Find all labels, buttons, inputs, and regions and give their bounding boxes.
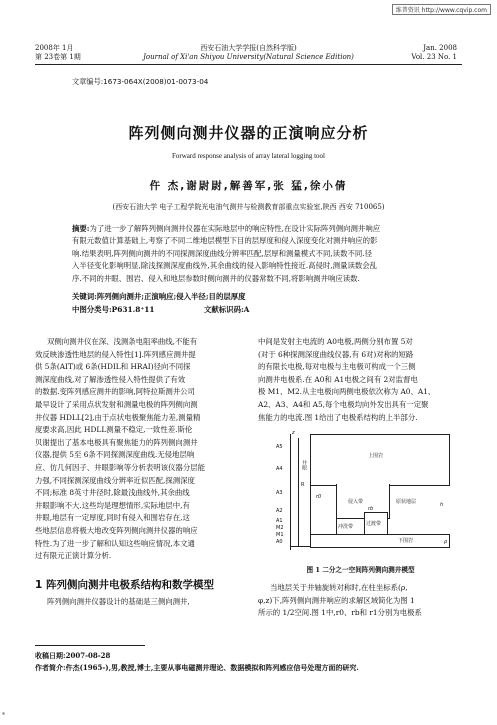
text-line: 过有限元正演计算分析. <box>35 551 112 561</box>
article-number: 文章编号:1673-064X(2008)01-0073-04 <box>72 77 209 86</box>
figure-1-caption: 图 1 二分之一空间阵列侧向测井模型 <box>306 566 415 574</box>
text-line: 井眼,地层有一定厚度,同时有侵入和围岩存在,这 <box>35 513 190 523</box>
page-mark: * <box>2 712 5 719</box>
header-journal-cn: 西安石油大学学报(自然科学版) <box>200 44 297 52</box>
text-line: 贝谢提出了基本电极具有聚焦能力的阵列侧向测井 <box>35 437 198 447</box>
electrode-label: A3 <box>276 490 283 496</box>
text-line: 井仪器 HDLL[2],由于点状电极聚焦能力差,测量精 <box>35 412 201 422</box>
header-journal-en: Journal of Xi'an Shiyou University(Natural Science Edition) <box>143 53 354 61</box>
electrode-label: A1 <box>276 518 283 524</box>
invaded-zone-label: 侵入带 <box>348 499 364 505</box>
abstract-line: 序.不同的井眼、围岩、侵入和地层参数时侧向测井的仪器常数不同,将影响测井响应读数. <box>72 273 360 283</box>
text-line: 不同;标准 8英寸井径时,除最浅曲线外,其余曲线 <box>35 488 190 498</box>
text-line: 的有限长电极,每对电极与主电极可构成一个三侧 <box>258 362 416 372</box>
upper-shoulder-zone <box>310 434 450 486</box>
abstract-line: 响.结果表明,阵列侧向测井的不同探测深度曲线分辨率匹配,层厚和测量模式不同,读数不同.径 <box>72 248 372 258</box>
electrode-label: A2 <box>276 508 283 514</box>
upper-shoulder-label: 上围岩 <box>368 453 384 459</box>
header-vol-en: Vol. 23 No. 1 <box>411 53 457 61</box>
section-1-text: 阵列侧向测井仪器设计的基础是三侧向测井, <box>47 597 190 606</box>
text-line: 中间是发射主电流的 A0电极,两侧分别布置 5对 <box>258 337 413 346</box>
authors: 仵 杰,谢尉尉,解善军,张 猛,徐小倩 <box>149 180 348 192</box>
text-line: 效反映渗透性地层的侵入特性[1].阵列感应测井提 <box>35 349 196 359</box>
header-rule <box>35 64 462 65</box>
received-date: 收稿日期:2007-08-28 <box>35 651 111 660</box>
footnote-rule <box>35 645 145 646</box>
text-line: 所示的 1/2空间.图 1中,r0、rb和 r1分别为电极系 <box>258 608 422 618</box>
text-line: 向测井电极系.在 A0和 A1电极之间有 2对监督电 <box>258 374 418 384</box>
section-1-heading: 1 阵列侧向测井电极系结构和数学模型 <box>35 579 214 591</box>
affiliation: (西安石油大学 电子工程学院光电油气测井与检测教育部重点实验室,陕西 西安 710065) <box>112 203 385 211</box>
electrode-label: A4 <box>276 466 283 472</box>
electrode-label: M2 <box>276 525 284 531</box>
text-line: 些地层信息将极大地改变阵列侧向测井仪器的响应 <box>35 525 198 535</box>
electrode-label: A0 <box>276 539 283 545</box>
electrode-label: M1 <box>276 532 284 538</box>
transition-zone-label: 过渡带 <box>366 521 382 527</box>
abstract-line: 入半径变化影响明显,除浅探测深度曲线外,其余曲线的侵入影响特性接近.高侵时,测量读数会乱 <box>72 261 378 271</box>
text-line: φ,z)下,阵列侧向测井响应的求解区域简化为图 1 <box>258 595 415 605</box>
text-line: (对于 6种探测深度曲线仪器,有 6对)对称的短路 <box>258 349 414 359</box>
borehole-label: 井眼 <box>301 460 307 470</box>
rho-axis-label: ρ <box>444 539 448 545</box>
abstract-label: 摘要: <box>72 224 90 233</box>
r0-label: r0 <box>316 494 322 500</box>
watermark: 维普资讯 http://www.cqvip.com <box>392 4 491 15</box>
text-line: 极 M1、M2.从主电极向两侧电极依次称为 A0、A1、 <box>258 387 436 397</box>
text-line: 度要求高,因此 HDLL测量不稳定,一致性差.斯伦 <box>35 425 193 435</box>
right-column-after-figure <box>258 582 463 620</box>
left-column-text <box>35 336 240 563</box>
mud-resistivity-label: R <box>301 482 305 488</box>
z-axis-label: z <box>292 430 295 436</box>
text-line: 应、仿几何因子、井眼影响等分析表明该仪器分层能 <box>35 462 205 472</box>
electrode-label: A5 <box>276 444 283 450</box>
flushed-zone-label: 冲洗带 <box>338 524 354 530</box>
text-line: 测深度曲线,对了解渗透性侵入特性提供了有效 <box>35 374 186 384</box>
right-column-text <box>258 336 463 424</box>
header-date: 2008年 1月 <box>35 44 74 52</box>
lower-shoulder-label: 下围岩 <box>398 538 414 544</box>
text-line: 供 5条(AIT)或 6条(HDIL和 HRAI)径向不同探 <box>35 362 191 372</box>
figure-1 <box>268 430 454 555</box>
header-volume: 第 23卷第 1期 <box>35 53 81 61</box>
paper-title-en: Forward response analysis of array lateral logging tool <box>172 152 325 160</box>
document-code: 文献标识码:A <box>204 305 250 314</box>
text-line: A2、A3、A4和 A5,每个电极均向外发出具有一定聚 <box>258 399 429 409</box>
text-line: 当地层关于井轴旋转对称时,在柱坐标系(ρ, <box>270 583 408 592</box>
text-line: 井眼影响不大.这些均是理想情形,实际地层中,有 <box>35 500 190 510</box>
author-bio: 作者简介:仵杰(1965-),男,教授,博士,主要从事电磁测井理论、数据模拟和阵列感应信号处理方面的研究. <box>35 663 359 672</box>
text-line: 仪器,提供 5至 6条不同探测深度曲线.无侵地层响 <box>35 450 195 460</box>
classification-number: 中图分类号:P631.8⁺11 <box>72 305 155 314</box>
text-line: 特性.为了进一步了解和认知这些响应情况,本文通 <box>35 538 195 548</box>
text-line: 的数据.变阵列感应测井的影响,阿特拉斯测井公司 <box>35 387 195 397</box>
text-line: 双侧向测井仪在深、浅测条电阻率曲线,不能有 <box>47 337 198 346</box>
formation-label: 原状地层 <box>396 499 417 505</box>
abstract <box>72 223 434 285</box>
paper-title: 阵列侧向测井仪器的正演响应分析 <box>128 124 369 142</box>
header-month: Jan. 2008 <box>423 44 457 52</box>
electrode-strip <box>290 438 299 546</box>
abstract-line: 有限元数值计算基础上,考察了不同二维地层模型下目的层厚度和侵入深度变化对测井响应的影 <box>72 236 378 246</box>
lower-shoulder-zone <box>310 534 450 548</box>
rb-label: rb <box>368 506 374 512</box>
text-line: 焦能力的电流.图 1给出了电极系结构的上半部分. <box>258 412 418 422</box>
abstract-line: 为了进一步了解阵列侧向测井仪器在实际地层中的响应特性,在设计实际阵列侧向测井响应 <box>89 224 381 233</box>
text-line: 最早设计了采用点状发射和测量电极的阵列侧向测 <box>35 399 198 409</box>
keywords: 关键词:阵列侧向测井;正演响应;侵入半径;目的层厚度 <box>72 292 246 301</box>
h-label: h <box>440 502 444 508</box>
text-line: 力强,不同探测深度曲线分辨率近似匹配,探测深度 <box>35 475 195 485</box>
